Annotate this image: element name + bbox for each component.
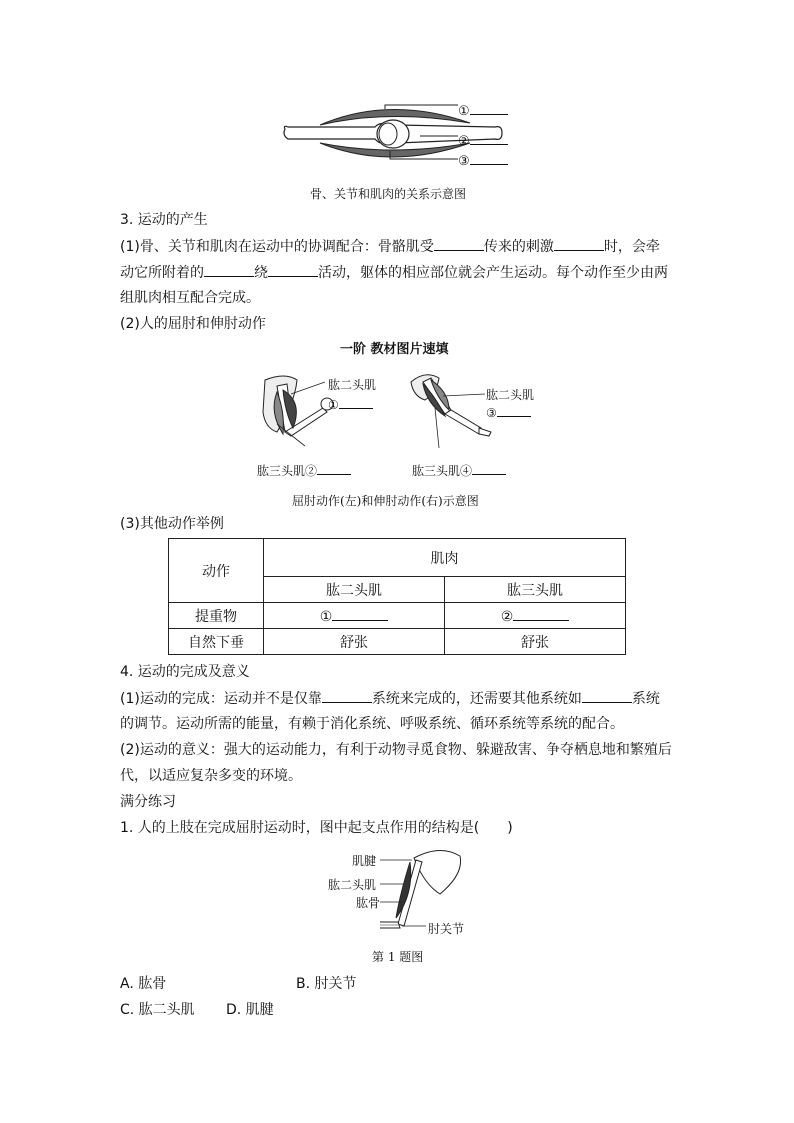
table-cell: 舒张 [445, 629, 626, 655]
arm-right-bottom-label: 肱三头肌④ [412, 462, 506, 479]
table-cell: ② [445, 603, 626, 629]
fig-top-label-1: ① [458, 100, 508, 119]
table-subheader-biceps: 肱二头肌 [264, 577, 445, 603]
fig-top-label-3: ③ [458, 150, 508, 169]
table-header-action: 动作 [169, 539, 264, 603]
practice-heading: 满分练习 [120, 794, 176, 810]
blank [268, 262, 318, 277]
blank [322, 688, 372, 703]
arm-figure-caption: 屈肘动作(左)和伸肘动作(右)示意图 [292, 494, 479, 508]
option-b[interactable]: B. 肘关节 [296, 976, 357, 992]
blank [204, 262, 254, 277]
option-d[interactable]: D. 肌腱 [226, 1002, 274, 1018]
table-row [169, 629, 626, 655]
section-tag: 一阶 教材图片速填 [340, 342, 449, 357]
table-cell-action: 提重物 [169, 603, 264, 629]
section-3-3-heading: (3)其他动作举例 [120, 516, 224, 532]
section-4-p1-line1: (1)运动的完成：运动并不是仅靠 系统来完成的，还需要其他系统如 系统 [120, 688, 660, 709]
blank [554, 236, 604, 251]
section-3-p2: (2)人的屈肘和伸肘动作 [120, 316, 266, 332]
option-a[interactable]: A. 肱骨 [120, 976, 167, 992]
section-3-heading: 3. 运动的产生 [120, 212, 208, 228]
q1-fig-caption: 第 1 题图 [372, 950, 424, 964]
fig-top-label-2: ② [458, 130, 508, 149]
arm-left-top-label: 肱二头肌 [328, 378, 377, 392]
table-row [169, 603, 626, 629]
table-header-muscle: 肌肉 [264, 539, 626, 577]
q1-fig-label-biceps: 肱二头肌 [328, 878, 377, 892]
q1-fig-label-tendon: 肌腱 [352, 854, 377, 868]
arm-left-top-num: ① [328, 396, 373, 412]
section-3-p1-line2: 动它所附着的 绕 活动，躯体的相应部位就会产生运动。每个动作至少由两 [120, 262, 668, 283]
table-cell-action: 自然下垂 [169, 629, 264, 655]
section-4-p2-line2: 代，以适应复杂多变的环境。 [120, 768, 302, 784]
arm-right-top-label: 肱二头肌 [486, 388, 535, 402]
table-cell: 舒张 [264, 629, 445, 655]
option-c[interactable]: C. 肱二头肌 [120, 1002, 195, 1018]
arm-left-bottom-label: 肱三头肌② [257, 462, 351, 479]
section-3-p1-line3: 组肌肉相互配合完成。 [120, 290, 260, 306]
section-4-p1-line2: 的调节。运动所需的能量，有赖于消化系统、呼吸系统、循环系统等系统的配合。 [120, 716, 624, 732]
question-1: 1. 人的上肢在完成屈肘运动时，图中起支点作用的结构是( ) [120, 820, 513, 836]
arm-extension-figure [405, 368, 495, 450]
table-subheader-triceps: 肱三头肌 [445, 577, 626, 603]
section-3-p1-line1: (1)骨、关节和肌肉在运动中的协调配合：骨骼肌受 传来的刺激 时，会牵 [120, 236, 660, 257]
arm-right-top-num: ③ [486, 404, 531, 420]
table-cell: ① [264, 603, 445, 629]
section-4-heading: 4. 运动的完成及意义 [120, 664, 250, 680]
fig-top-caption: 骨、关节和肌肉的关系示意图 [310, 187, 467, 201]
section-4-p2-line1: (2)运动的意义：强大的运动能力，有利于动物寻觅食物、躲避敌害、争夺栖息地和繁殖后 [120, 742, 672, 758]
q1-fig-label-elbow: 肘关节 [428, 922, 465, 936]
q1-fig-label-humerus: 肱骨 [356, 896, 381, 910]
muscle-action-table [168, 538, 626, 655]
blank [582, 688, 632, 703]
blank [434, 236, 484, 251]
